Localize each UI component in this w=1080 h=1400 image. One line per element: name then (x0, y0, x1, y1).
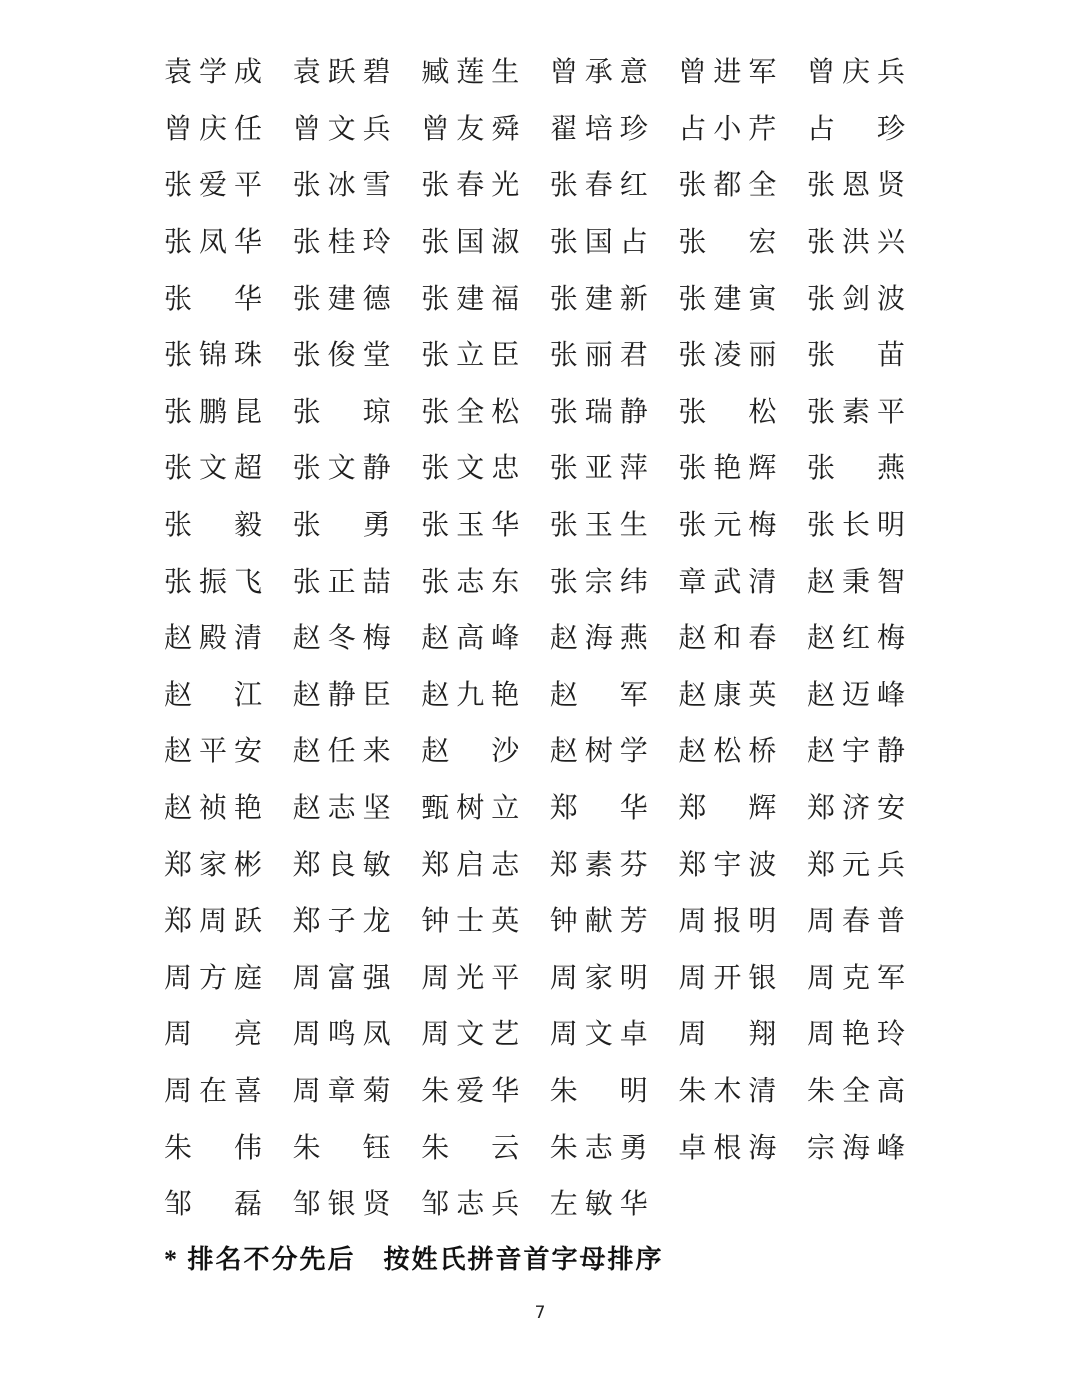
name-cell: 赵祯艳 (164, 793, 270, 825)
names-grid (164, 42, 936, 1230)
name-cell: 赵海燕 (549, 623, 655, 655)
name-cell: 袁跃碧 (292, 57, 398, 89)
name-cell: 朱志勇 (549, 1132, 655, 1164)
name-cell: 邹志兵 (421, 1189, 527, 1221)
name-cell: 张文忠 (421, 453, 527, 485)
name-cell: 郑元兵 (806, 849, 912, 881)
name-cell: 张锦珠 (164, 340, 270, 372)
name-cell: 周春普 (806, 906, 912, 938)
name-cell: 张建福 (421, 283, 527, 315)
name-cell: 曾庆任 (164, 113, 270, 145)
name-cell: 赵高峰 (421, 623, 527, 655)
name-cell: 张国占 (549, 227, 655, 259)
footnote: * 排名不分先后 按姓氏拼音首字母排序 (164, 1245, 664, 1274)
name-cell: 张冰雪 (292, 170, 398, 202)
name-cell: 张丽君 (549, 340, 655, 372)
name-cell: 郑良敏 (292, 849, 398, 881)
name-cell: 曾文兵 (292, 113, 398, 145)
name-cell: 赵静臣 (292, 679, 398, 711)
name-cell: 周章菊 (292, 1075, 398, 1107)
name-cell: 赵平安 (164, 736, 270, 768)
name-cell: 赵和春 (678, 623, 784, 655)
name-cell: 朱 云 (421, 1132, 527, 1164)
name-cell: 朱木清 (678, 1075, 784, 1107)
name-cell: 朱全高 (806, 1075, 912, 1107)
name-cell: 赵康英 (678, 679, 784, 711)
name-cell: 张亚萍 (549, 453, 655, 485)
name-cell: 张 毅 (164, 510, 270, 542)
name-cell: 曾承意 (549, 57, 655, 89)
name-cell: 张 宏 (678, 227, 784, 259)
name-cell: 张宗纬 (549, 566, 655, 598)
name-cell: 郑子龙 (292, 906, 398, 938)
name-cell: 宗海峰 (806, 1132, 912, 1164)
name-cell: 张俊堂 (292, 340, 398, 372)
name-cell: 张 松 (678, 396, 784, 428)
name-cell: 周光平 (421, 962, 527, 994)
name-cell: 张春红 (549, 170, 655, 202)
name-cell: 周开银 (678, 962, 784, 994)
name-cell: 张桂玲 (292, 227, 398, 259)
name-cell: 张玉华 (421, 510, 527, 542)
name-cell: 周 翔 (678, 1019, 784, 1051)
name-cell: 朱 伟 (164, 1132, 270, 1164)
name-cell: 甄树立 (421, 793, 527, 825)
name-cell: 邹 磊 (164, 1189, 270, 1221)
name-cell: 张凌丽 (678, 340, 784, 372)
name-cell: 张长明 (806, 510, 912, 542)
name-cell: 周在喜 (164, 1075, 270, 1107)
name-cell: 郑周跃 (164, 906, 270, 938)
name-cell: 张爱平 (164, 170, 270, 202)
name-cell: 张 华 (164, 283, 270, 315)
name-cell: 曾庆兵 (806, 57, 912, 89)
name-cell: 张洪兴 (806, 227, 912, 259)
name-cell: 赵任来 (292, 736, 398, 768)
name-cell: 赵殿清 (164, 623, 270, 655)
name-cell: 张文超 (164, 453, 270, 485)
name-cell: 邹银贤 (292, 1189, 398, 1221)
name-cell: 张鹏昆 (164, 396, 270, 428)
name-cell: 张 苗 (806, 340, 912, 372)
name-cell: 占 珍 (806, 113, 912, 145)
name-cell: 赵 江 (164, 679, 270, 711)
name-cell: 张春光 (421, 170, 527, 202)
name-cell: 张 燕 (806, 453, 912, 485)
name-cell: 张志东 (421, 566, 527, 598)
name-cell: 赵红梅 (806, 623, 912, 655)
name-cell: 张凤华 (164, 227, 270, 259)
name-cell: 张元梅 (678, 510, 784, 542)
name-cell: 郑 华 (549, 793, 655, 825)
name-cell: 周艳玲 (806, 1019, 912, 1051)
name-cell: 周方庭 (164, 962, 270, 994)
name-cell: 赵志坚 (292, 793, 398, 825)
name-cell: 郑济安 (806, 793, 912, 825)
name-cell: 郑 辉 (678, 793, 784, 825)
name-cell: 张振飞 (164, 566, 270, 598)
name-cell: 张全松 (421, 396, 527, 428)
name-cell: 张文静 (292, 453, 398, 485)
name-cell: 周鸣凤 (292, 1019, 398, 1051)
name-cell: 张艳辉 (678, 453, 784, 485)
name-cell: 卓根海 (678, 1132, 784, 1164)
name-cell: 郑宇波 (678, 849, 784, 881)
name-cell: 张都全 (678, 170, 784, 202)
name-cell: 张国淑 (421, 227, 527, 259)
name-cell: 臧莲生 (421, 57, 527, 89)
name-cell: 周文卓 (549, 1019, 655, 1051)
name-cell: 周 亮 (164, 1019, 270, 1051)
name-cell: 周报明 (678, 906, 784, 938)
name-cell: 张正喆 (292, 566, 398, 598)
name-cell: 赵松桥 (678, 736, 784, 768)
name-cell: 占小芹 (678, 113, 784, 145)
name-cell: 赵宇静 (806, 736, 912, 768)
name-cell: 郑启志 (421, 849, 527, 881)
name-cell: 钟献芳 (549, 906, 655, 938)
name-cell: 郑家彬 (164, 849, 270, 881)
name-cell: 张玉生 (549, 510, 655, 542)
name-cell: 张剑波 (806, 283, 912, 315)
name-cell: 张 勇 (292, 510, 398, 542)
name-cell: 朱爱华 (421, 1075, 527, 1107)
name-cell: 曾友舜 (421, 113, 527, 145)
name-cell: 赵 沙 (421, 736, 527, 768)
name-cell: 朱 明 (549, 1075, 655, 1107)
name-cell: 曾进军 (678, 57, 784, 89)
name-cell: 张素平 (806, 396, 912, 428)
name-cell: 张 琼 (292, 396, 398, 428)
name-cell: 张建寅 (678, 283, 784, 315)
page-number: 7 (534, 1303, 546, 1323)
name-cell: 赵九艳 (421, 679, 527, 711)
name-cell: 周富强 (292, 962, 398, 994)
name-cell: 袁学成 (164, 57, 270, 89)
name-cell: 赵树学 (549, 736, 655, 768)
name-cell: 左敏华 (549, 1189, 655, 1221)
name-cell: 周克军 (806, 962, 912, 994)
name-cell: 赵秉智 (806, 566, 912, 598)
name-cell: 张建新 (549, 283, 655, 315)
name-cell: 张立臣 (421, 340, 527, 372)
name-cell: 翟培珍 (549, 113, 655, 145)
name-cell: 章武清 (678, 566, 784, 598)
name-cell: 周文艺 (421, 1019, 527, 1051)
name-cell: 张恩贤 (806, 170, 912, 202)
name-cell: 赵冬梅 (292, 623, 398, 655)
name-cell: 郑素芬 (549, 849, 655, 881)
name-cell: 朱 钰 (292, 1132, 398, 1164)
name-cell: 赵迈峰 (806, 679, 912, 711)
name-cell: 张建德 (292, 283, 398, 315)
name-cell: 周家明 (549, 962, 655, 994)
name-cell: 钟士英 (421, 906, 527, 938)
name-cell: 赵 军 (549, 679, 655, 711)
name-cell: 张瑞静 (549, 396, 655, 428)
